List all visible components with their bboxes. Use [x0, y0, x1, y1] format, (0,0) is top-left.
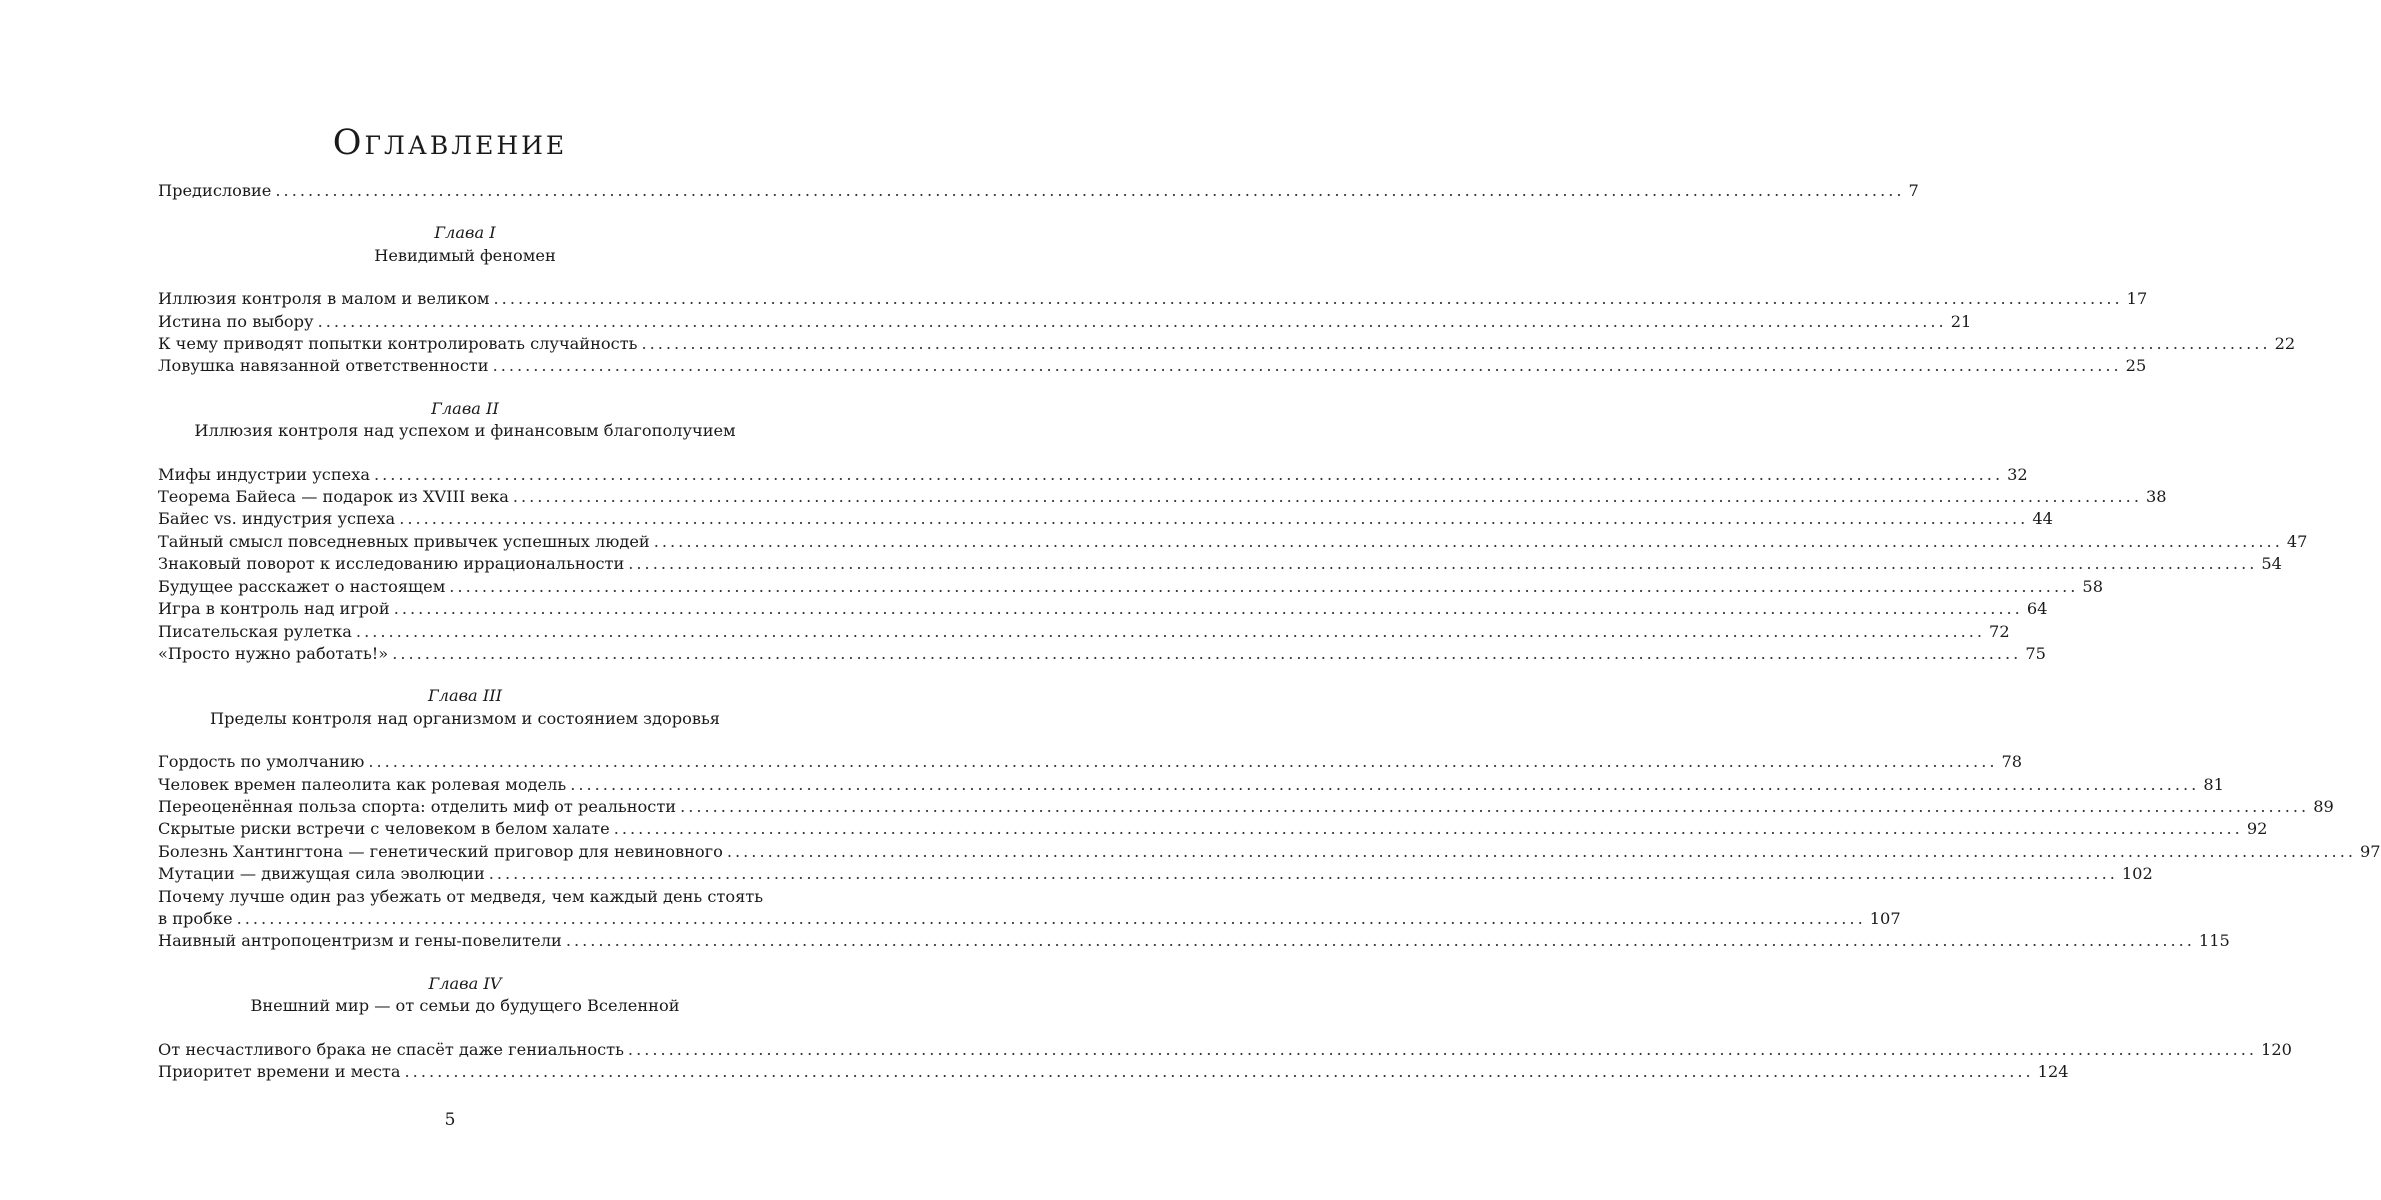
dot-leader: ........................................................................................................................................................................................................ [641, 334, 2271, 354]
toc-entry [158, 1061, 2069, 1083]
toc-entry-page: 21 [1950, 311, 1972, 331]
toc-entry [158, 863, 2153, 885]
dot-leader: ........................................................................................................................................................................................................ [627, 1039, 2258, 1059]
dot-leader: ........................................................................................................................................................................................................ [565, 931, 2195, 951]
chapter-label: Глава III [427, 686, 503, 706]
toc-entry-title: в пробке [158, 908, 233, 928]
dot-leader: ........................................................................................................................................................................................................ [613, 819, 2243, 839]
dot-leader: ........................................................................................................................................................................................................ [493, 289, 2123, 309]
toc-entry-page: 81 [2203, 774, 2224, 794]
dot-leader: ........................................................................................................................................................................................................ [392, 643, 2022, 663]
toc-entry-page: 44 [2032, 509, 2053, 529]
chapter-label: Глава II [431, 398, 499, 418]
dot-leader: ........................................................................................................................................................................................................ [726, 841, 2356, 861]
dot-leader: ........................................................................................................................................................................................................ [492, 356, 2122, 376]
toc-entry-page: 120 [2261, 1039, 2292, 1059]
chapter-name: Внешний мир — от семьи до будущего Вселенной [250, 996, 680, 1016]
dot-leader: ........................................................................................................................................................................................................ [275, 181, 1905, 200]
toc-entry-page: 102 [2121, 864, 2153, 884]
toc-entry-title: Байес vs. индустрия успеха [158, 509, 396, 529]
chapter-heading [158, 398, 772, 443]
toc-entry-title: Истина по выбору [158, 311, 314, 331]
toc-entry-title: Знаковый поворот к исследованию иррациональности [158, 554, 625, 574]
toc-entry-title: Писательская рулетка [158, 621, 352, 641]
toc-entry [158, 288, 2148, 310]
toc-entry [158, 818, 2268, 840]
toc-entry-page: 58 [2082, 576, 2103, 596]
table-of-contents [158, 180, 2381, 1083]
toc-entry-title: Наивный антропоцентризм и гены-повелители [158, 931, 562, 951]
dot-leader: ........................................................................................................................................................................................................ [512, 487, 2142, 507]
toc-entry-page: 54 [2261, 554, 2282, 574]
dot-leader: ........................................................................................................................................................................................................ [399, 509, 2029, 529]
toc-entry-title: Переоценённая польза спорта: отделить миф от реальности [158, 796, 677, 816]
dot-leader: ........................................................................................................................................................................................................ [449, 576, 2079, 596]
dot-leader: ........................................................................................................................................................................................................ [236, 908, 1866, 928]
toc-entry-page: 72 [1989, 621, 2010, 641]
toc-entry [158, 531, 2308, 553]
toc-entry-page: 75 [2025, 643, 2046, 663]
dot-leader: ........................................................................................................................................................................................................ [393, 599, 2023, 619]
chapter-label: Глава IV [428, 973, 502, 993]
toc-entry-page: 17 [2126, 289, 2148, 309]
toc-entry [158, 643, 2046, 665]
toc-entry-page: 47 [2286, 531, 2308, 551]
toc-entry-title: К чему приводят попытки контролировать случайность [158, 334, 638, 354]
toc-entry-title: Человек времен палеолита как ролевая модель [158, 774, 567, 794]
dot-leader: ........................................................................................................................................................................................................ [368, 752, 1998, 772]
dot-leader: ........................................................................................................................................................................................................ [570, 774, 2200, 794]
toc-entry-title: Теорема Байеса — подарок из XVIII века [158, 487, 509, 507]
dot-leader: ........................................................................................................................................................................................................ [404, 1062, 2034, 1081]
chapter-name: Невидимый феномен [374, 245, 556, 265]
dot-leader: ........................................................................................................................................................................................................ [488, 864, 2118, 884]
toc-entry [158, 486, 2167, 508]
toc-entry-title: Болезнь Хантингтона — генетический приговор для невиновного [158, 841, 723, 861]
toc-entry-page: 7 [1908, 181, 1919, 200]
chapter-heading [158, 685, 772, 730]
toc-entry-page: 64 [2026, 599, 2048, 619]
chapter-name: Пределы контроля над организмом и состоянием здоровья [210, 708, 720, 728]
dot-leader: ........................................................................................................................................................................................................ [355, 621, 1986, 641]
toc-entry [158, 311, 1972, 333]
toc-entry-multiline [158, 886, 1901, 931]
toc-entry-title: Скрытые риски встречи с человеком в белом халате [158, 819, 610, 839]
toc-entry-page: 97 [2359, 841, 2381, 861]
page-title: Оглавление [332, 123, 568, 164]
chapter-heading [158, 222, 772, 267]
toc-entry [158, 796, 2334, 818]
toc-entry-page: 22 [2274, 334, 2296, 354]
toc-entry [158, 930, 2230, 952]
toc-entry-title-line1: Почему лучше один раз убежать от медведя, чем каждый день стоять [158, 886, 764, 906]
dot-leader: ........................................................................................................................................................................................................ [653, 531, 2283, 551]
toc-entry [158, 1039, 2292, 1061]
toc-entry [158, 464, 2028, 486]
page-number: 5 [444, 1110, 456, 1130]
toc-entry [158, 576, 2103, 598]
toc-entry-title: Приоритет времени и места [158, 1062, 401, 1081]
toc-entry-page: 92 [2246, 819, 2268, 839]
toc-entry-title: Будущее расскажет о настоящем [158, 576, 446, 596]
toc-entry-preface [158, 180, 1919, 202]
toc-entry-page: 25 [2125, 356, 2147, 376]
toc-entry-title: «Просто нужно работать!» [158, 643, 389, 663]
toc-entry [158, 598, 2048, 620]
toc-entry-title: Мифы индустрии успеха [158, 464, 370, 484]
toc-entry-title: Предисловие [158, 181, 272, 200]
toc-entry [158, 908, 1901, 930]
toc-entry-title: Тайный смысл повседневных привычек успешных людей [158, 531, 650, 551]
toc-entry-title: Гордость по умолчанию [158, 752, 365, 772]
toc-entry [158, 841, 2381, 863]
dot-leader: ........................................................................................................................................................................................................ [373, 464, 2004, 484]
chapter-heading [158, 973, 772, 1018]
chapter-name: Иллюзия контроля над успехом и финансовым благополучием [194, 421, 736, 441]
chapter-label: Глава I [434, 223, 496, 243]
dot-leader: ........................................................................................................................................................................................................ [628, 554, 2258, 574]
toc-entry-page: 89 [2313, 796, 2334, 816]
toc-entry-title: Игра в контроль над игрой [158, 599, 390, 619]
toc-entry-title: Ловушка навязанной ответственности [158, 356, 489, 376]
toc-entry-page: 78 [2001, 752, 2023, 772]
toc-entry [158, 553, 2282, 575]
toc-entry-page: 38 [2145, 487, 2167, 507]
toc-entry-page: 107 [1869, 908, 1901, 928]
toc-entry [158, 333, 2296, 355]
dot-leader: ........................................................................................................................................................................................................ [317, 311, 1947, 331]
toc-entry [158, 621, 2010, 643]
toc-entry [158, 774, 2224, 796]
dot-leader: ........................................................................................................................................................................................................ [680, 796, 2310, 816]
toc-entry-title: Иллюзия контроля в малом и великом [158, 289, 490, 309]
toc-entry-title: Мутации — движущая сила эволюции [158, 864, 485, 884]
toc-entry-page: 32 [2007, 464, 2028, 484]
toc-entry-page: 124 [2037, 1062, 2069, 1081]
toc-entry [158, 355, 2147, 377]
toc-entry-page: 115 [2198, 931, 2230, 951]
toc-entry [158, 751, 2023, 773]
toc-entry-title: От несчастливого брака не спасёт даже гениальность [158, 1039, 624, 1059]
toc-entry [158, 508, 2053, 530]
